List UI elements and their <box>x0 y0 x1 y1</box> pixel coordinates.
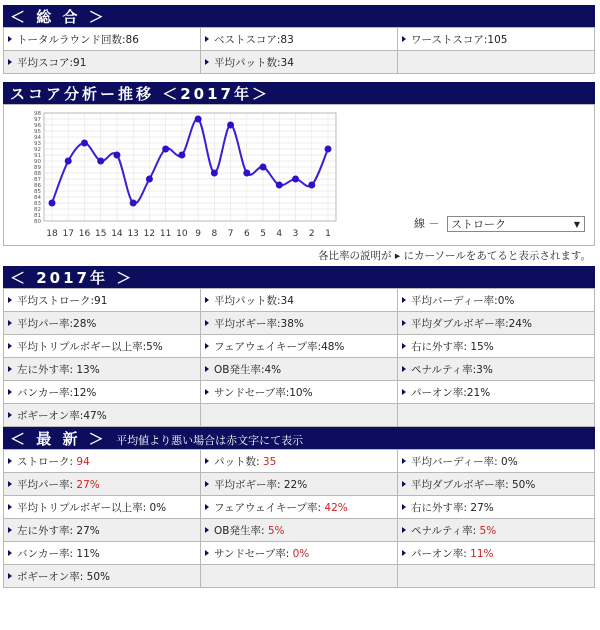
year-cell <box>4 312 201 335</box>
latest-cell <box>398 473 595 496</box>
latest-row <box>4 565 595 588</box>
info-arrow-icon[interactable] <box>8 527 12 533</box>
latest-cell <box>201 496 398 519</box>
data-point <box>227 122 234 129</box>
x-tick-label: 15 <box>94 229 107 239</box>
latest-stat-value: 27% <box>76 524 100 537</box>
data-point <box>325 146 332 153</box>
y-tick-label: 97 <box>34 117 41 123</box>
data-point <box>211 170 218 177</box>
year-cell <box>398 312 595 335</box>
total-cell <box>4 28 201 51</box>
latest-cell <box>398 542 595 565</box>
info-arrow-icon[interactable] <box>205 527 209 533</box>
info-arrow-icon[interactable] <box>205 550 209 556</box>
latest-stat-value: 27% <box>470 501 494 514</box>
latest-stat-label: ストローク: <box>17 455 77 468</box>
latest-stat-label: パーオン率: <box>411 547 471 560</box>
line-selector <box>414 215 585 232</box>
year-cell <box>201 404 398 427</box>
y-tick-label: 80 <box>34 219 41 225</box>
year-cell <box>4 381 201 404</box>
latest-stat-label: フェアウェイキープ率: <box>214 501 325 514</box>
year-cell <box>201 358 398 381</box>
year-row <box>4 312 595 335</box>
year-stat-text: 平均トリプルボギー以上率:5% <box>17 340 163 353</box>
year-cell <box>4 404 201 427</box>
total-row <box>4 51 595 74</box>
help-text: 各比率の説明が ▸ にカーソールをあてると表示されます。 <box>318 250 591 262</box>
latest-stat-value: 11% <box>470 547 494 560</box>
total-section-header <box>3 5 595 27</box>
line-select-dropdown[interactable] <box>447 216 585 232</box>
x-tick-label: 3 <box>292 229 299 239</box>
data-point <box>276 182 283 189</box>
year-stat-text: OB発生率:4% <box>214 363 282 376</box>
info-arrow-icon[interactable] <box>402 343 406 349</box>
latest-cell <box>4 519 201 542</box>
y-tick-label: 86 <box>34 183 41 189</box>
golf-stats-page <box>3 5 595 588</box>
info-arrow-icon[interactable] <box>402 320 406 326</box>
total-cell <box>4 51 201 74</box>
total-section-title: ＜ 総 合 ＞ <box>10 8 107 26</box>
year-row <box>4 335 595 358</box>
info-arrow-icon[interactable] <box>205 389 209 395</box>
latest-stats-table <box>3 449 595 588</box>
latest-stat-label: ペナルティ率: <box>411 524 480 537</box>
latest-stat-label: 平均トリプルボギー以上率: <box>17 501 150 514</box>
year-stats-table <box>3 288 595 427</box>
latest-stat-label: 平均ボギー率: <box>214 478 284 491</box>
latest-cell <box>398 565 595 588</box>
total-stat-text: ベストスコア:83 <box>214 33 294 46</box>
year-row <box>4 358 595 381</box>
info-arrow-icon[interactable] <box>8 550 12 556</box>
year-stat-text: 右に外す率: 15% <box>411 340 494 353</box>
info-arrow-icon[interactable] <box>8 481 12 487</box>
year-section-header <box>3 266 595 288</box>
y-tick-label: 93 <box>34 141 41 147</box>
y-tick-label: 88 <box>34 171 41 177</box>
data-point <box>113 152 120 159</box>
latest-cell <box>4 450 201 473</box>
year-cell <box>201 381 398 404</box>
info-arrow-icon[interactable] <box>8 320 12 326</box>
data-point <box>178 152 185 159</box>
year-stat-text: サンドセーブ率:10% <box>214 386 313 399</box>
data-point <box>162 146 169 153</box>
year-stat-text: 平均ボギー率:38% <box>214 317 304 330</box>
latest-stat-value: 5% <box>267 524 285 537</box>
data-point <box>260 164 267 171</box>
x-tick-label: 16 <box>78 229 91 239</box>
total-stats-table <box>3 27 595 74</box>
latest-cell <box>398 519 595 542</box>
data-point <box>195 116 202 123</box>
info-arrow-icon[interactable] <box>205 458 209 464</box>
score-trend-panel <box>3 104 595 246</box>
latest-cell <box>201 450 398 473</box>
latest-stat-label: 平均ダブルボギー率: <box>411 478 512 491</box>
x-tick-label: 18 <box>46 229 58 239</box>
latest-stat-label: パット数: <box>214 455 263 468</box>
total-cell <box>201 28 398 51</box>
x-tick-label: 4 <box>276 229 283 239</box>
x-tick-label: 13 <box>127 229 139 239</box>
info-arrow-icon[interactable] <box>402 550 406 556</box>
info-arrow-icon[interactable] <box>402 297 406 303</box>
y-tick-label: 85 <box>34 189 41 195</box>
year-row <box>4 381 595 404</box>
y-tick-label: 82 <box>34 207 41 213</box>
data-point <box>292 176 299 183</box>
info-arrow-icon[interactable] <box>8 504 12 510</box>
latest-stat-value: 5% <box>479 524 497 537</box>
latest-stat-value: 27% <box>76 478 100 491</box>
year-cell <box>4 289 201 312</box>
year-cell <box>4 335 201 358</box>
info-arrow-icon[interactable] <box>8 412 12 418</box>
year-section-title: ＜ 2017年 ＞ <box>10 269 135 287</box>
y-tick-label: 83 <box>34 201 41 207</box>
total-row <box>4 28 595 51</box>
chevron-down-icon: ▼ <box>573 220 580 229</box>
x-tick-label: 11 <box>159 229 172 239</box>
info-arrow-icon[interactable] <box>402 481 406 487</box>
latest-stat-value: 50% <box>511 478 536 491</box>
latest-cell <box>201 565 398 588</box>
info-arrow-icon[interactable] <box>205 343 209 349</box>
info-arrow-icon[interactable] <box>402 504 406 510</box>
total-stat-text: 平均パット数:34 <box>214 56 294 69</box>
info-arrow-icon[interactable] <box>205 36 209 42</box>
latest-stat-value: 0% <box>501 455 518 468</box>
latest-cell <box>398 496 595 519</box>
total-stat-text: ワーストスコア:105 <box>411 33 508 46</box>
latest-section-header <box>3 427 595 449</box>
info-arrow-icon[interactable] <box>402 389 406 395</box>
info-arrow-icon[interactable] <box>402 527 406 533</box>
year-cell <box>4 358 201 381</box>
latest-cell <box>398 450 595 473</box>
data-point <box>243 170 250 177</box>
info-arrow-icon[interactable] <box>205 504 209 510</box>
data-point <box>49 200 56 207</box>
latest-stat-value: 0% <box>292 547 310 560</box>
latest-stat-label: ボギーオン率: <box>17 570 87 583</box>
latest-row <box>4 473 595 496</box>
y-tick-label: 94 <box>34 135 41 141</box>
year-cell <box>201 335 398 358</box>
info-arrow-icon[interactable] <box>205 481 209 487</box>
year-cell <box>201 312 398 335</box>
year-cell <box>398 335 595 358</box>
y-tick-label: 91 <box>34 153 41 159</box>
year-cell <box>398 404 595 427</box>
year-stat-text: フェアウェイキープ率:48% <box>214 340 345 353</box>
latest-stat-label: 右に外す率: <box>411 501 471 514</box>
info-arrow-icon[interactable] <box>8 343 12 349</box>
latest-section-note: 平均値より悪い場合は赤文字にて表示 <box>116 434 304 447</box>
x-tick-label: 9 <box>195 229 201 239</box>
latest-stat-label: 平均パー率: <box>17 478 77 491</box>
year-stat-text: 平均パー率:28% <box>17 317 97 330</box>
latest-stat-value: 42% <box>324 501 348 514</box>
latest-stat-value: 11% <box>76 547 100 560</box>
info-arrow-icon[interactable] <box>402 458 406 464</box>
latest-stat-value: 50% <box>86 570 111 583</box>
year-stat-text: ペナルティ率:3% <box>411 363 493 376</box>
y-tick-label: 92 <box>34 147 41 153</box>
y-tick-label: 87 <box>34 177 41 183</box>
line-selector-label: 線 － <box>414 217 440 230</box>
latest-stat-label: バンカー率: <box>17 547 77 560</box>
x-tick-label: 8 <box>211 229 218 239</box>
year-cell <box>398 358 595 381</box>
info-arrow-icon[interactable] <box>8 573 12 579</box>
latest-cell <box>4 542 201 565</box>
info-arrow-icon[interactable] <box>402 36 406 42</box>
info-arrow-icon[interactable] <box>205 297 209 303</box>
x-tick-label: 5 <box>260 229 266 239</box>
x-tick-label: 7 <box>227 229 234 239</box>
y-tick-label: 90 <box>34 159 41 165</box>
year-row <box>4 404 595 427</box>
total-cell <box>201 51 398 74</box>
latest-row <box>4 519 595 542</box>
latest-cell <box>4 496 201 519</box>
year-stat-text: 左に外す率: 13% <box>17 363 100 376</box>
info-arrow-icon[interactable] <box>8 366 12 372</box>
latest-stat-value: 22% <box>283 478 308 491</box>
line-select-value: ストローク <box>451 218 506 231</box>
year-stat-text: バンカー率:12% <box>17 386 97 399</box>
year-stat-text: 平均パット数:34 <box>214 294 294 307</box>
data-point <box>130 200 137 207</box>
latest-row <box>4 496 595 519</box>
data-point <box>97 158 104 165</box>
year-stat-text: 平均ストローク:91 <box>17 294 108 307</box>
y-tick-label: 96 <box>34 123 41 129</box>
x-tick-label: 10 <box>176 229 188 239</box>
info-arrow-icon[interactable] <box>205 59 209 65</box>
latest-row <box>4 450 595 473</box>
latest-cell <box>201 473 398 496</box>
info-arrow-icon[interactable] <box>205 366 209 372</box>
latest-cell <box>4 473 201 496</box>
info-arrow-icon[interactable] <box>8 297 12 303</box>
info-arrow-icon[interactable] <box>402 366 406 372</box>
x-tick-label: 17 <box>62 229 74 239</box>
year-cell <box>201 289 398 312</box>
year-cell <box>398 381 595 404</box>
latest-stat-label: 左に外す率: <box>17 524 77 537</box>
latest-cell <box>201 519 398 542</box>
analysis-section-header <box>3 82 595 104</box>
analysis-section-title: スコア分析ー推移 ＜2017年＞ <box>10 85 270 103</box>
year-stat-text: 平均バーディー率:0% <box>411 294 515 307</box>
year-row <box>4 289 595 312</box>
data-point <box>146 176 153 183</box>
y-tick-label: 95 <box>34 129 41 135</box>
data-point <box>65 158 72 165</box>
score-trend-chart <box>4 105 344 245</box>
x-tick-label: 6 <box>243 229 250 239</box>
latest-stat-value: 0% <box>149 501 167 514</box>
latest-stat-label: サンドセーブ率: <box>214 547 293 560</box>
total-cell <box>398 51 595 74</box>
y-tick-label: 84 <box>34 195 41 201</box>
data-point <box>308 182 315 189</box>
info-arrow-icon[interactable] <box>8 458 12 464</box>
year-stat-text: ボギーオン率:47% <box>17 409 107 422</box>
total-stat-text: 平均スコア:91 <box>17 56 87 69</box>
latest-cell <box>4 565 201 588</box>
year-cell <box>398 289 595 312</box>
latest-stat-label: OB発生率: <box>214 524 268 537</box>
y-tick-label: 98 <box>34 111 41 117</box>
latest-section-title: ＜ 最 新 ＞ <box>10 430 107 448</box>
info-arrow-icon[interactable] <box>8 36 12 42</box>
total-stat-text: トータルラウンド回数:86 <box>17 33 139 46</box>
latest-stat-label: 平均バーディー率: <box>411 455 502 468</box>
total-cell <box>398 28 595 51</box>
year-stat-text: パーオン率:21% <box>411 386 491 399</box>
year-stat-text: 平均ダブルボギー率:24% <box>411 317 532 330</box>
x-tick-label: 14 <box>111 229 123 239</box>
latest-stat-value: 35 <box>262 455 277 468</box>
info-arrow-icon[interactable] <box>205 320 209 326</box>
info-arrow-icon[interactable] <box>8 59 12 65</box>
x-tick-label: 1 <box>325 229 331 239</box>
y-tick-label: 89 <box>34 165 41 171</box>
latest-stat-value: 94 <box>76 455 90 468</box>
info-arrow-icon[interactable] <box>8 389 12 395</box>
latest-cell <box>201 542 398 565</box>
x-tick-label: 2 <box>308 229 315 239</box>
x-tick-label: 12 <box>143 229 156 239</box>
y-tick-label: 81 <box>34 213 41 219</box>
latest-row <box>4 542 595 565</box>
data-point <box>81 140 88 147</box>
